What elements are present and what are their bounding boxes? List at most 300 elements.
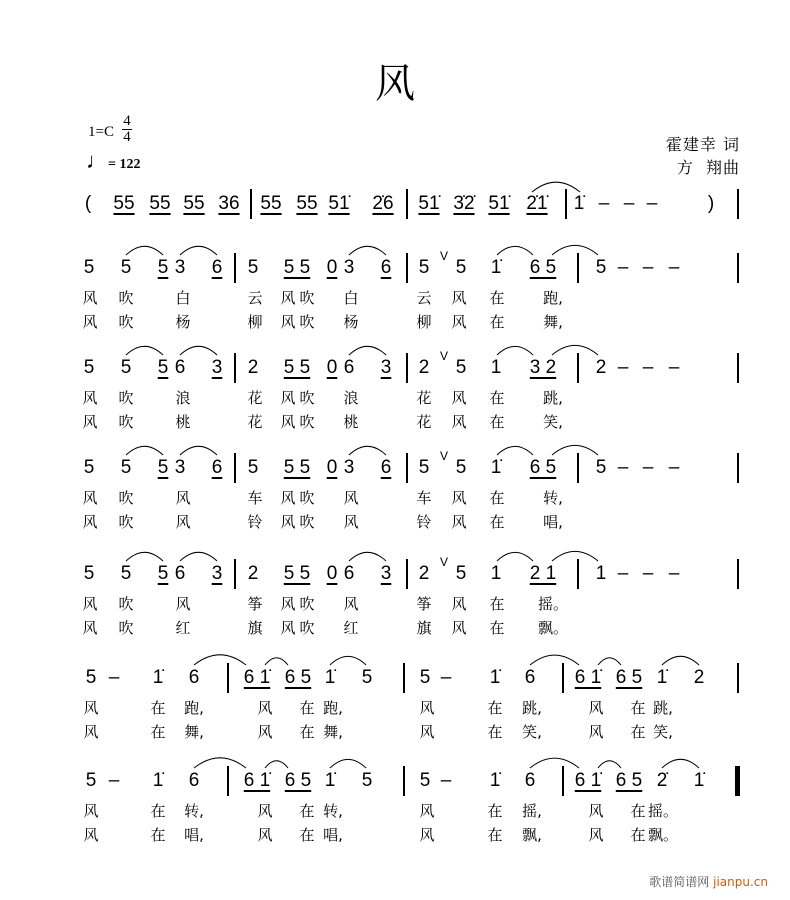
note: 3: [380, 563, 392, 584]
slur: [552, 345, 598, 355]
lyric-syllable: 转,: [323, 802, 343, 820]
slur: [180, 346, 217, 355]
slur: [497, 346, 533, 355]
note: 5: [157, 457, 169, 478]
slur: [330, 656, 366, 665]
dash-extension: –: [642, 257, 654, 278]
barline: [234, 453, 236, 483]
lyric-syllable: 摇。: [537, 595, 569, 613]
lyric-syllable: 风: [175, 595, 191, 613]
note: 6: [343, 357, 355, 378]
barline: [737, 253, 739, 283]
lyric-syllable: 吹: [299, 595, 315, 613]
note: 1̇: [489, 770, 501, 791]
lyric-syllable: 风: [257, 699, 273, 717]
note: 55: [296, 193, 318, 214]
lyric-syllable: 风: [588, 723, 604, 741]
lyric-syllable: 桃: [175, 413, 191, 431]
note: 1: [490, 563, 502, 584]
lyric-syllable: 吹: [299, 313, 315, 331]
note: 5: [85, 667, 97, 688]
note: 5: [361, 667, 373, 688]
barline: [577, 453, 579, 483]
note: 0: [326, 457, 338, 478]
dash-extension: –: [668, 257, 680, 278]
lyric-syllable: 风: [82, 513, 98, 531]
note: 5: [455, 457, 467, 478]
note: 6 1̇: [243, 770, 271, 791]
lyric-syllable: 笑,: [653, 723, 673, 741]
slur: [497, 446, 533, 455]
lyric-syllable: 铃: [247, 513, 263, 531]
lyric-syllable: 在: [489, 313, 505, 331]
lyric-syllable: 筝: [247, 595, 263, 613]
dash-extension: –: [642, 563, 654, 584]
note: 5: [595, 257, 607, 278]
lyric-syllable: 吹: [299, 289, 315, 307]
note: 5: [247, 457, 259, 478]
lyric-syllable: 吹: [118, 489, 134, 507]
dash-extension: –: [642, 357, 654, 378]
lyric-syllable: 风: [451, 489, 467, 507]
slur: [126, 552, 163, 561]
dash-extension: –: [440, 770, 452, 791]
note: 6: [524, 770, 536, 791]
breath-mark: V: [439, 249, 449, 263]
note: 0: [326, 257, 338, 278]
note: 5: [418, 457, 430, 478]
repeat-paren: ): [707, 193, 715, 214]
slur: [330, 759, 366, 768]
note: 5: [455, 357, 467, 378]
lyric-syllable: 红: [175, 619, 191, 637]
lyric-syllable: 在: [630, 723, 646, 741]
note: 2 1: [529, 563, 557, 584]
note: 3: [174, 257, 186, 278]
lyric-syllable: 在: [489, 595, 505, 613]
slur: [552, 551, 598, 561]
note: 1̇: [489, 667, 501, 688]
lyric-syllable: 吹: [299, 389, 315, 407]
dash-extension: –: [598, 193, 610, 214]
note: 6 5: [529, 457, 557, 478]
lyric-syllable: 舞,: [323, 723, 343, 741]
barline: [234, 253, 236, 283]
note: 2̇6: [372, 193, 394, 214]
note: 6: [188, 770, 200, 791]
lyric-syllable: 吹: [118, 413, 134, 431]
lyric-syllable: 风: [280, 513, 296, 531]
lyric-syllable: 风: [343, 513, 359, 531]
lyric-syllable: 花: [416, 389, 432, 407]
lyric-syllable: 在: [489, 389, 505, 407]
lyric-syllable: 吹: [118, 619, 134, 637]
lyric-syllable: 风: [451, 313, 467, 331]
lyric-syllable: 旗: [416, 619, 432, 637]
note: 2: [418, 357, 430, 378]
note: 1̇: [656, 667, 668, 688]
lyric-syllable: 在: [299, 802, 315, 820]
note: 6: [380, 457, 392, 478]
note: 6 5: [284, 667, 312, 688]
slur: [180, 446, 217, 455]
note: 5 5: [283, 257, 311, 278]
note: 6 1̇: [243, 667, 271, 688]
barline: [406, 353, 408, 383]
note: 1̇: [324, 770, 336, 791]
note: 1: [490, 357, 502, 378]
note: 6: [188, 667, 200, 688]
slur: [497, 246, 533, 255]
note: 51̇: [418, 193, 440, 214]
lyric-syllable: 风: [451, 513, 467, 531]
lyric-syllable: 吹: [118, 313, 134, 331]
barline: [737, 453, 739, 483]
slur: [552, 245, 598, 255]
lyric-syllable: 在: [487, 699, 503, 717]
barline: [577, 353, 579, 383]
lyric-syllable: 花: [247, 389, 263, 407]
note: 6 1̇: [574, 667, 602, 688]
note: 5: [455, 257, 467, 278]
lyric-syllable: 跑,: [184, 699, 204, 717]
note: 3: [211, 563, 223, 584]
lyric-syllable: 飘。: [537, 619, 569, 637]
lyric-syllable: 白: [175, 289, 191, 307]
lyric-syllable: 花: [416, 413, 432, 431]
composer-credit: 方 翔曲: [676, 158, 740, 177]
final-barline: [735, 766, 740, 796]
lyric-syllable: 跳,: [543, 389, 563, 407]
barline: [227, 663, 229, 693]
note: 0: [326, 357, 338, 378]
lyric-syllable: 吹: [299, 489, 315, 507]
lyric-syllable: 风: [83, 802, 99, 820]
note: 5: [157, 563, 169, 584]
lyric-syllable: 风: [451, 389, 467, 407]
lyric-syllable: 吹: [118, 289, 134, 307]
lyric-syllable: 风: [280, 413, 296, 431]
note: 2: [595, 357, 607, 378]
lyric-syllable: 吹: [118, 513, 134, 531]
lyric-syllable: 在: [487, 802, 503, 820]
lyric-syllable: 风: [82, 489, 98, 507]
lyric-syllable: 风: [419, 802, 435, 820]
lyric-syllable: 笑,: [543, 413, 563, 431]
lyric-syllable: 风: [83, 826, 99, 844]
note: 3 2: [529, 357, 557, 378]
lyric-syllable: 风: [257, 723, 273, 741]
lyric-syllable: 风: [83, 699, 99, 717]
lyric-syllable: 吹: [118, 595, 134, 613]
lyric-syllable: 桃: [343, 413, 359, 431]
lyric-syllable: 风: [280, 595, 296, 613]
lyric-syllable: 风: [419, 699, 435, 717]
note: 6 5: [615, 667, 643, 688]
lyric-syllable: 在: [630, 699, 646, 717]
note: 5: [419, 770, 431, 791]
lyric-syllable: 风: [257, 826, 273, 844]
lyric-syllable: 在: [487, 723, 503, 741]
lyric-syllable: 风: [83, 723, 99, 741]
note: 5: [418, 257, 430, 278]
lyric-syllable: 铃: [416, 513, 432, 531]
lyric-syllable: 浪: [175, 389, 191, 407]
lyric-syllable: 风: [82, 289, 98, 307]
key-signature: 1=C: [88, 124, 114, 140]
note: 3̇2̇: [453, 193, 475, 214]
barline: [406, 253, 408, 283]
slur: [532, 182, 580, 192]
lyric-syllable: 在: [489, 619, 505, 637]
barline: [403, 766, 405, 796]
breath-mark: V: [439, 449, 449, 463]
lyric-syllable: 云: [247, 289, 263, 307]
note: 3: [211, 357, 223, 378]
note: 6 5: [284, 770, 312, 791]
slur: [662, 656, 699, 665]
song-title: 风: [375, 61, 415, 107]
note: 1̇: [324, 667, 336, 688]
note: 55: [183, 193, 205, 214]
lyric-syllable: 吹: [118, 389, 134, 407]
note: 1̇: [490, 457, 502, 478]
lyric-syllable: 在: [150, 699, 166, 717]
lyric-syllable: 舞,: [184, 723, 204, 741]
time-signature-top: 4: [123, 113, 131, 129]
note: 5: [83, 457, 95, 478]
note: 2: [247, 357, 259, 378]
note: 5 5: [283, 563, 311, 584]
slur: [265, 761, 288, 768]
dash-extension: –: [617, 257, 629, 278]
barline: [737, 353, 739, 383]
lyric-syllable: 唱,: [543, 513, 563, 531]
barline: [577, 253, 579, 283]
watermark-cn: 歌谱简谱网: [649, 875, 710, 889]
note: 6 5: [529, 257, 557, 278]
note: 5: [120, 563, 132, 584]
slur: [349, 552, 386, 561]
note: 5: [120, 457, 132, 478]
note: 0: [326, 563, 338, 584]
lyric-syllable: 浪: [343, 389, 359, 407]
lyric-syllable: 风: [419, 723, 435, 741]
barline: [234, 353, 236, 383]
note: 5: [455, 563, 467, 584]
watermark-en: jianpu.cn: [713, 875, 768, 889]
note: 5: [85, 770, 97, 791]
lyric-syllable: 红: [343, 619, 359, 637]
lyric-syllable: 在: [150, 723, 166, 741]
slur: [598, 658, 621, 665]
slur: [349, 446, 386, 455]
note: 5: [157, 357, 169, 378]
note: 1: [595, 563, 607, 584]
lyric-syllable: 在: [630, 826, 646, 844]
dash-extension: –: [108, 667, 120, 688]
note: 6: [380, 257, 392, 278]
lyric-syllable: 风: [451, 619, 467, 637]
slur: [180, 246, 217, 255]
lyric-syllable: 柳: [416, 313, 432, 331]
lyric-syllable: 风: [280, 489, 296, 507]
note: 5: [120, 357, 132, 378]
slur: [265, 658, 288, 665]
lyric-syllable: 吹: [299, 513, 315, 531]
lyric-syllable: 风: [175, 489, 191, 507]
note: 6: [211, 457, 223, 478]
repeat-paren: (: [84, 193, 92, 214]
slur: [662, 759, 699, 768]
barline: [406, 189, 408, 219]
lyric-syllable: 白: [343, 289, 359, 307]
barline: [406, 453, 408, 483]
lyric-syllable: 风: [82, 619, 98, 637]
lyric-syllable: 风: [419, 826, 435, 844]
lyric-syllable: 风: [280, 313, 296, 331]
note: 2: [247, 563, 259, 584]
note: 6: [524, 667, 536, 688]
slur: [180, 552, 217, 561]
dash-extension: –: [668, 357, 680, 378]
barline: [562, 663, 564, 693]
lyric-syllable: 车: [247, 489, 263, 507]
lyric-syllable: 风: [280, 389, 296, 407]
note: 55: [113, 193, 135, 214]
barline: [565, 189, 567, 219]
note: 6: [343, 563, 355, 584]
tempo-value: = 122: [108, 157, 141, 172]
note: 1̇: [152, 667, 164, 688]
lyric-syllable: 风: [343, 489, 359, 507]
note: 5: [83, 563, 95, 584]
lyric-syllable: 在: [150, 802, 166, 820]
lyric-syllable: 风: [280, 619, 296, 637]
slur: [530, 655, 579, 665]
note: 55: [149, 193, 171, 214]
lyric-syllable: 转,: [184, 802, 204, 820]
note: 5 5: [283, 357, 311, 378]
lyric-syllable: 风: [82, 313, 98, 331]
breath-mark: V: [439, 555, 449, 569]
slur: [349, 346, 386, 355]
note: 6: [174, 357, 186, 378]
lyric-syllable: 风: [451, 595, 467, 613]
lyric-syllable: 摇,: [522, 802, 542, 820]
lyric-syllable: 跑,: [543, 289, 563, 307]
lyric-syllable: 风: [588, 802, 604, 820]
lyric-syllable: 舞,: [543, 313, 563, 331]
slur: [552, 445, 598, 455]
note: 1̇: [152, 770, 164, 791]
lyric-syllable: 跳,: [653, 699, 673, 717]
dash-extension: –: [646, 193, 658, 214]
barline: [562, 766, 564, 796]
slur: [194, 758, 246, 768]
watermark: [649, 873, 768, 890]
lyricist-credit: 霍建幸 词: [665, 135, 740, 154]
lyric-syllable: 车: [416, 489, 432, 507]
lyric-syllable: 柳: [247, 313, 263, 331]
dash-extension: –: [617, 457, 629, 478]
dash-extension: –: [440, 667, 452, 688]
note: 5: [157, 257, 169, 278]
lyric-syllable: 在: [487, 826, 503, 844]
lyric-syllable: 风: [451, 413, 467, 431]
note: 2: [418, 563, 430, 584]
slur: [126, 346, 163, 355]
lyric-syllable: 风: [280, 289, 296, 307]
note: 5: [595, 457, 607, 478]
lyric-syllable: 摇。: [647, 802, 679, 820]
lyric-syllable: 在: [489, 289, 505, 307]
note: 51̇: [488, 193, 510, 214]
note: 2̇1̇: [526, 193, 548, 214]
lyric-syllable: 旗: [247, 619, 263, 637]
lyric-syllable: 风: [451, 289, 467, 307]
lyric-syllable: 在: [150, 826, 166, 844]
slur: [194, 655, 246, 665]
lyric-syllable: 杨: [343, 313, 359, 331]
lyric-syllable: 在: [489, 513, 505, 531]
lyric-syllable: 风: [588, 826, 604, 844]
note: 5 5: [283, 457, 311, 478]
note: 3: [380, 357, 392, 378]
note: 6: [174, 563, 186, 584]
note: 1̇: [693, 770, 705, 791]
lyric-syllable: 吹: [299, 413, 315, 431]
slur: [126, 446, 163, 455]
note: 3: [343, 457, 355, 478]
note: 3: [174, 457, 186, 478]
note: 2: [693, 667, 705, 688]
breath-mark: V: [439, 349, 449, 363]
slur: [598, 761, 621, 768]
note: 1̇: [573, 193, 585, 214]
lyric-syllable: 唱,: [323, 826, 343, 844]
lyric-syllable: 风: [175, 513, 191, 531]
note: 1̇: [490, 257, 502, 278]
dash-extension: –: [668, 563, 680, 584]
lyric-syllable: 风: [82, 595, 98, 613]
lyric-syllable: 吹: [299, 619, 315, 637]
barline: [227, 766, 229, 796]
time-signature-bottom: 4: [123, 129, 131, 145]
note: 6 5: [615, 770, 643, 791]
lyric-syllable: 唱,: [184, 826, 204, 844]
note: 3: [343, 257, 355, 278]
slur: [497, 552, 533, 561]
note: 5: [419, 667, 431, 688]
note: 5: [120, 257, 132, 278]
lyric-syllable: 风: [343, 595, 359, 613]
lyric-syllable: 筝: [416, 595, 432, 613]
lyric-syllable: 在: [299, 826, 315, 844]
lyric-syllable: 风: [257, 802, 273, 820]
barline: [234, 559, 236, 589]
lyric-syllable: 在: [299, 699, 315, 717]
lyric-syllable: 在: [489, 413, 505, 431]
lyric-syllable: 在: [489, 489, 505, 507]
note: 5: [361, 770, 373, 791]
note: 6 1̇: [574, 770, 602, 791]
lyric-syllable: 花: [247, 413, 263, 431]
dash-extension: –: [617, 357, 629, 378]
barline: [737, 559, 739, 589]
lyric-syllable: 跳,: [522, 699, 542, 717]
dash-extension: –: [623, 193, 635, 214]
